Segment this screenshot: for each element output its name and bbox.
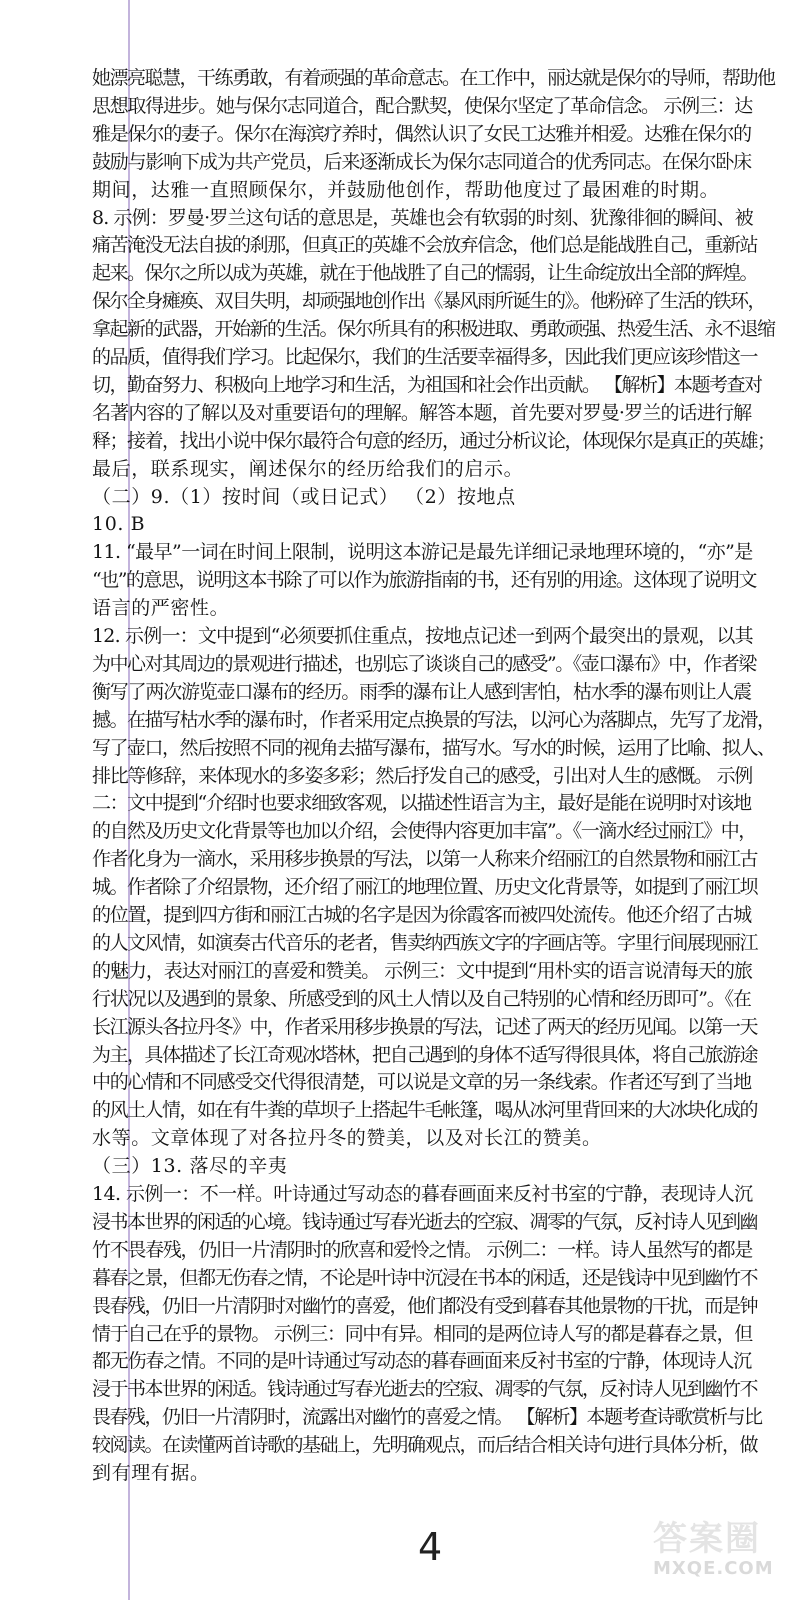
text-line: 较阅读。在读懂两首诗歌的基础上，先明确观点，而后结合相关诗句进行具体分析，做 — [92, 1434, 758, 1457]
text-line: 的品质，值得我们学习。比起保尔，我们的生活要幸福得多，因此我们更应该珍惜这一 — [92, 346, 758, 368]
text-line: 她漂亮聪慧，干练勇敢，有着顽强的革命意志。在工作中，丽达就是保尔的导师，帮助他 — [92, 67, 775, 89]
text-line: 为中心对其周边的景观进行描述，也别忘了谈谈自己的感受”。《壶口瀑布》中，作者梁 — [92, 652, 756, 675]
text-line: 到有理有据。 — [92, 1462, 210, 1484]
text-line: 排比等修辞，来体现水的多姿多彩；然后抒发自己的感受，引出对人生的感慨。 示例 — [92, 764, 753, 787]
text-line: 中的心情和不同感受交代得很清楚，可以说是文章的另一条线索。作者还写到了当地 — [92, 1071, 751, 1094]
text-line: 衡写了两次游览壶口瀑布的经历。雨季的瀑布让人感到害怕，枯水季的瀑布则让人震 — [92, 680, 751, 703]
site-watermark-logo — [653, 1520, 783, 1590]
text-line: 11. “最早”一词在时间上限制，说明这本游记是最先详细记录地理环境的，“亦”是 — [92, 541, 753, 564]
text-line: 痛苦淹没无法自拔的刹那，但真正的英雄不会放弃信念，他们总是能战胜自己，重新站 — [92, 234, 758, 257]
text-line: 期间，达雅一直照顾保尔，并鼓励他创作，帮助他度过了最困难的时期。 — [92, 178, 720, 201]
text-line: 写了壶口，然后按照不同的视角去描写瀑布，描写水。写水的时候，运用了比喻、拟人、 — [92, 736, 775, 759]
text-line: 畏春残，仍旧一片清阴时对幽竹的喜爱，他们都没有受到暮春其他景物的干扰，而是钟 — [92, 1294, 758, 1317]
text-line: 暮春之景，但都无伤春之情，不论是叶诗中沉浸在书本的闲适，还是钱诗中见到幽竹不 — [92, 1266, 758, 1289]
text-line: 10. B — [92, 513, 146, 536]
text-line: 的人文风情，如演奏古代音乐的老者，售卖纳西族文字的字画店等。字里行间展现丽江 — [92, 931, 758, 954]
watermark-url-text: MXQE.COM — [653, 1558, 774, 1579]
text-line: 名著内容的了解以及对重要语句的理解。解答本题，首先要对罗曼·罗兰的话进行解 — [92, 401, 752, 424]
text-line: 畏春残，仍旧一片清阴时，流露出对幽竹的喜爱之情。 【解析】本题考查诗歌赏析与比 — [92, 1406, 762, 1429]
text-line: 雅是保尔的妻子。保尔在海滨疗养时，偶然认识了女民工达雅并相爱。达雅在保尔的 — [92, 122, 751, 145]
text-line: 保尔全身瘫痪、双目失明，却顽强地创作出《暴风雨所诞生的》。他粉碎了生活的铁环， — [92, 290, 766, 313]
text-line: 的魅力，表达对丽江的喜爱和赞美。 示例三：文中提到“用朴实的语言说清每天的旅 — [92, 959, 752, 982]
text-line: 撼。在描写枯水季的瀑布时，作者采用定点换景的写法，以河心为落脚点，先写了龙滑， — [92, 708, 775, 731]
text-line: 拿起新的武器，开始新的生活。保尔所具有的积极进取、勇敢顽强、热爱生活、永不退缩 — [92, 318, 775, 341]
text-line: 12. 示例一：文中提到“必须要抓住重点，按地点记述一到两个最突出的景观，以其 — [92, 625, 753, 647]
text-line: 浸书本世界的闲适的心境。钱诗通过写春光逝去的空寂、凋零的气氛，反衬诗人见到幽 — [92, 1210, 758, 1233]
text-line: 行状况以及遇到的景象、所感受到的风土人情以及自己特别的心情和经历即可”。《在 — [92, 987, 751, 1010]
text-line: 语言的严密性。 — [92, 597, 230, 620]
text-line: 浸于书本世界的闲适。钱诗通过写春光逝去的空寂、凋零的气氛，反衬诗人见到幽竹不 — [92, 1378, 758, 1401]
text-line: 的风土人情，如在有牛粪的草坝子上搭起牛毛帐篷，喝从冰河里背回来的大冰块化成的 — [92, 1099, 758, 1122]
text-line: 情于自己在乎的景物。 示例三：同中有异。相同的是两位诗人写的都是暮春之景，但 — [92, 1322, 753, 1345]
text-line: 为主，具体描述了长江奇观冰塔林，把自己遇到的身体不适写得很具体，将自己旅游途 — [92, 1043, 758, 1066]
text-line: 鼓励与影响下成为共产党员，后来逐渐成长为保尔志同道合的优秀同志。在保尔卧床 — [92, 150, 751, 173]
text-line: 城。作者除了介绍景物，还介绍了丽江的地理位置、历史文化背景等，如提到了丽江坝 — [92, 876, 758, 899]
text-line: “也”的意思，说明这本书除了可以作为旅游指南的书，还有别的用途。这体现了说明文 — [92, 569, 756, 592]
text-line: 二：文中提到“介绍时也要求细致客观，以描述性语言为主，最好是能在说明时对该地 — [92, 792, 751, 815]
text-line: 竹不畏春残，仍旧一片清阴时的欣喜和爱怜之情。 示例二：一样。诗人虽然写的都是 — [92, 1238, 753, 1261]
text-line: 8. 示例：罗曼·罗兰这句话的意思是，英雄也会有软弱的时刻、犹豫徘徊的瞬间、被 — [92, 206, 753, 229]
text-line: 最后，联系现实，阐述保尔的经历给我们的启示。 — [92, 457, 524, 480]
text-line: 切，勤奋努力、积极向上地学习和生活，为祖国和社会作出贡献。 【解析】本题考查对 — [92, 373, 762, 396]
page-number: 4 — [418, 1525, 443, 1569]
text-line: 思想取得进步。她与保尔志同道合，配合默契，使保尔坚定了革命信念。 示例三：达 — [92, 94, 753, 117]
text-line: 14. 示例一：不一样。叶诗通过写动态的暮春画面来反衬书室的宁静，表现诗人沉 — [92, 1183, 753, 1205]
text-line: 水等。文章体现了对各拉丹冬的赞美，以及对长江的赞美。 — [92, 1127, 602, 1150]
text-line: （二）9.（1）按时间（或日记式） （2）按地点 — [92, 485, 516, 508]
text-line: （三）13. 落尽的辛夷 — [92, 1155, 288, 1178]
text-line: 的位置，提到四方街和丽江古城的名字是因为徐霞客而被四处流传。他还介绍了古城 — [92, 904, 751, 926]
watermark-logo-text: 答案圈 — [653, 1519, 761, 1559]
text-line: 释；接着，找出小说中保尔最符合句意的经历，通过分析议论，体现保尔是真正的英雄； — [92, 429, 775, 452]
text-line: 都无伤春之情。不同的是叶诗通过写动态的暮春画面来反衬书室的宁静，体现诗人沉 — [92, 1350, 751, 1373]
text-line: 作者化身为一滴水，采用移步换景的写法，以第一人称来介绍丽江的自然景物和丽江古 — [92, 848, 758, 871]
text-line: 的自然及历史文化背景等也加以介绍，会使得内容更加丰富”。《一滴水经过丽江》中， — [92, 820, 756, 843]
text-line: 起来。保尔之所以成为英雄，就在于他战胜了自己的懦弱，让生命绽放出全部的辉煌。 — [92, 262, 758, 285]
text-line: 长江源头各拉丹冬》中，作者采用移步换景的写法，记述了两天的经历见闻。以第一天 — [92, 1015, 758, 1038]
